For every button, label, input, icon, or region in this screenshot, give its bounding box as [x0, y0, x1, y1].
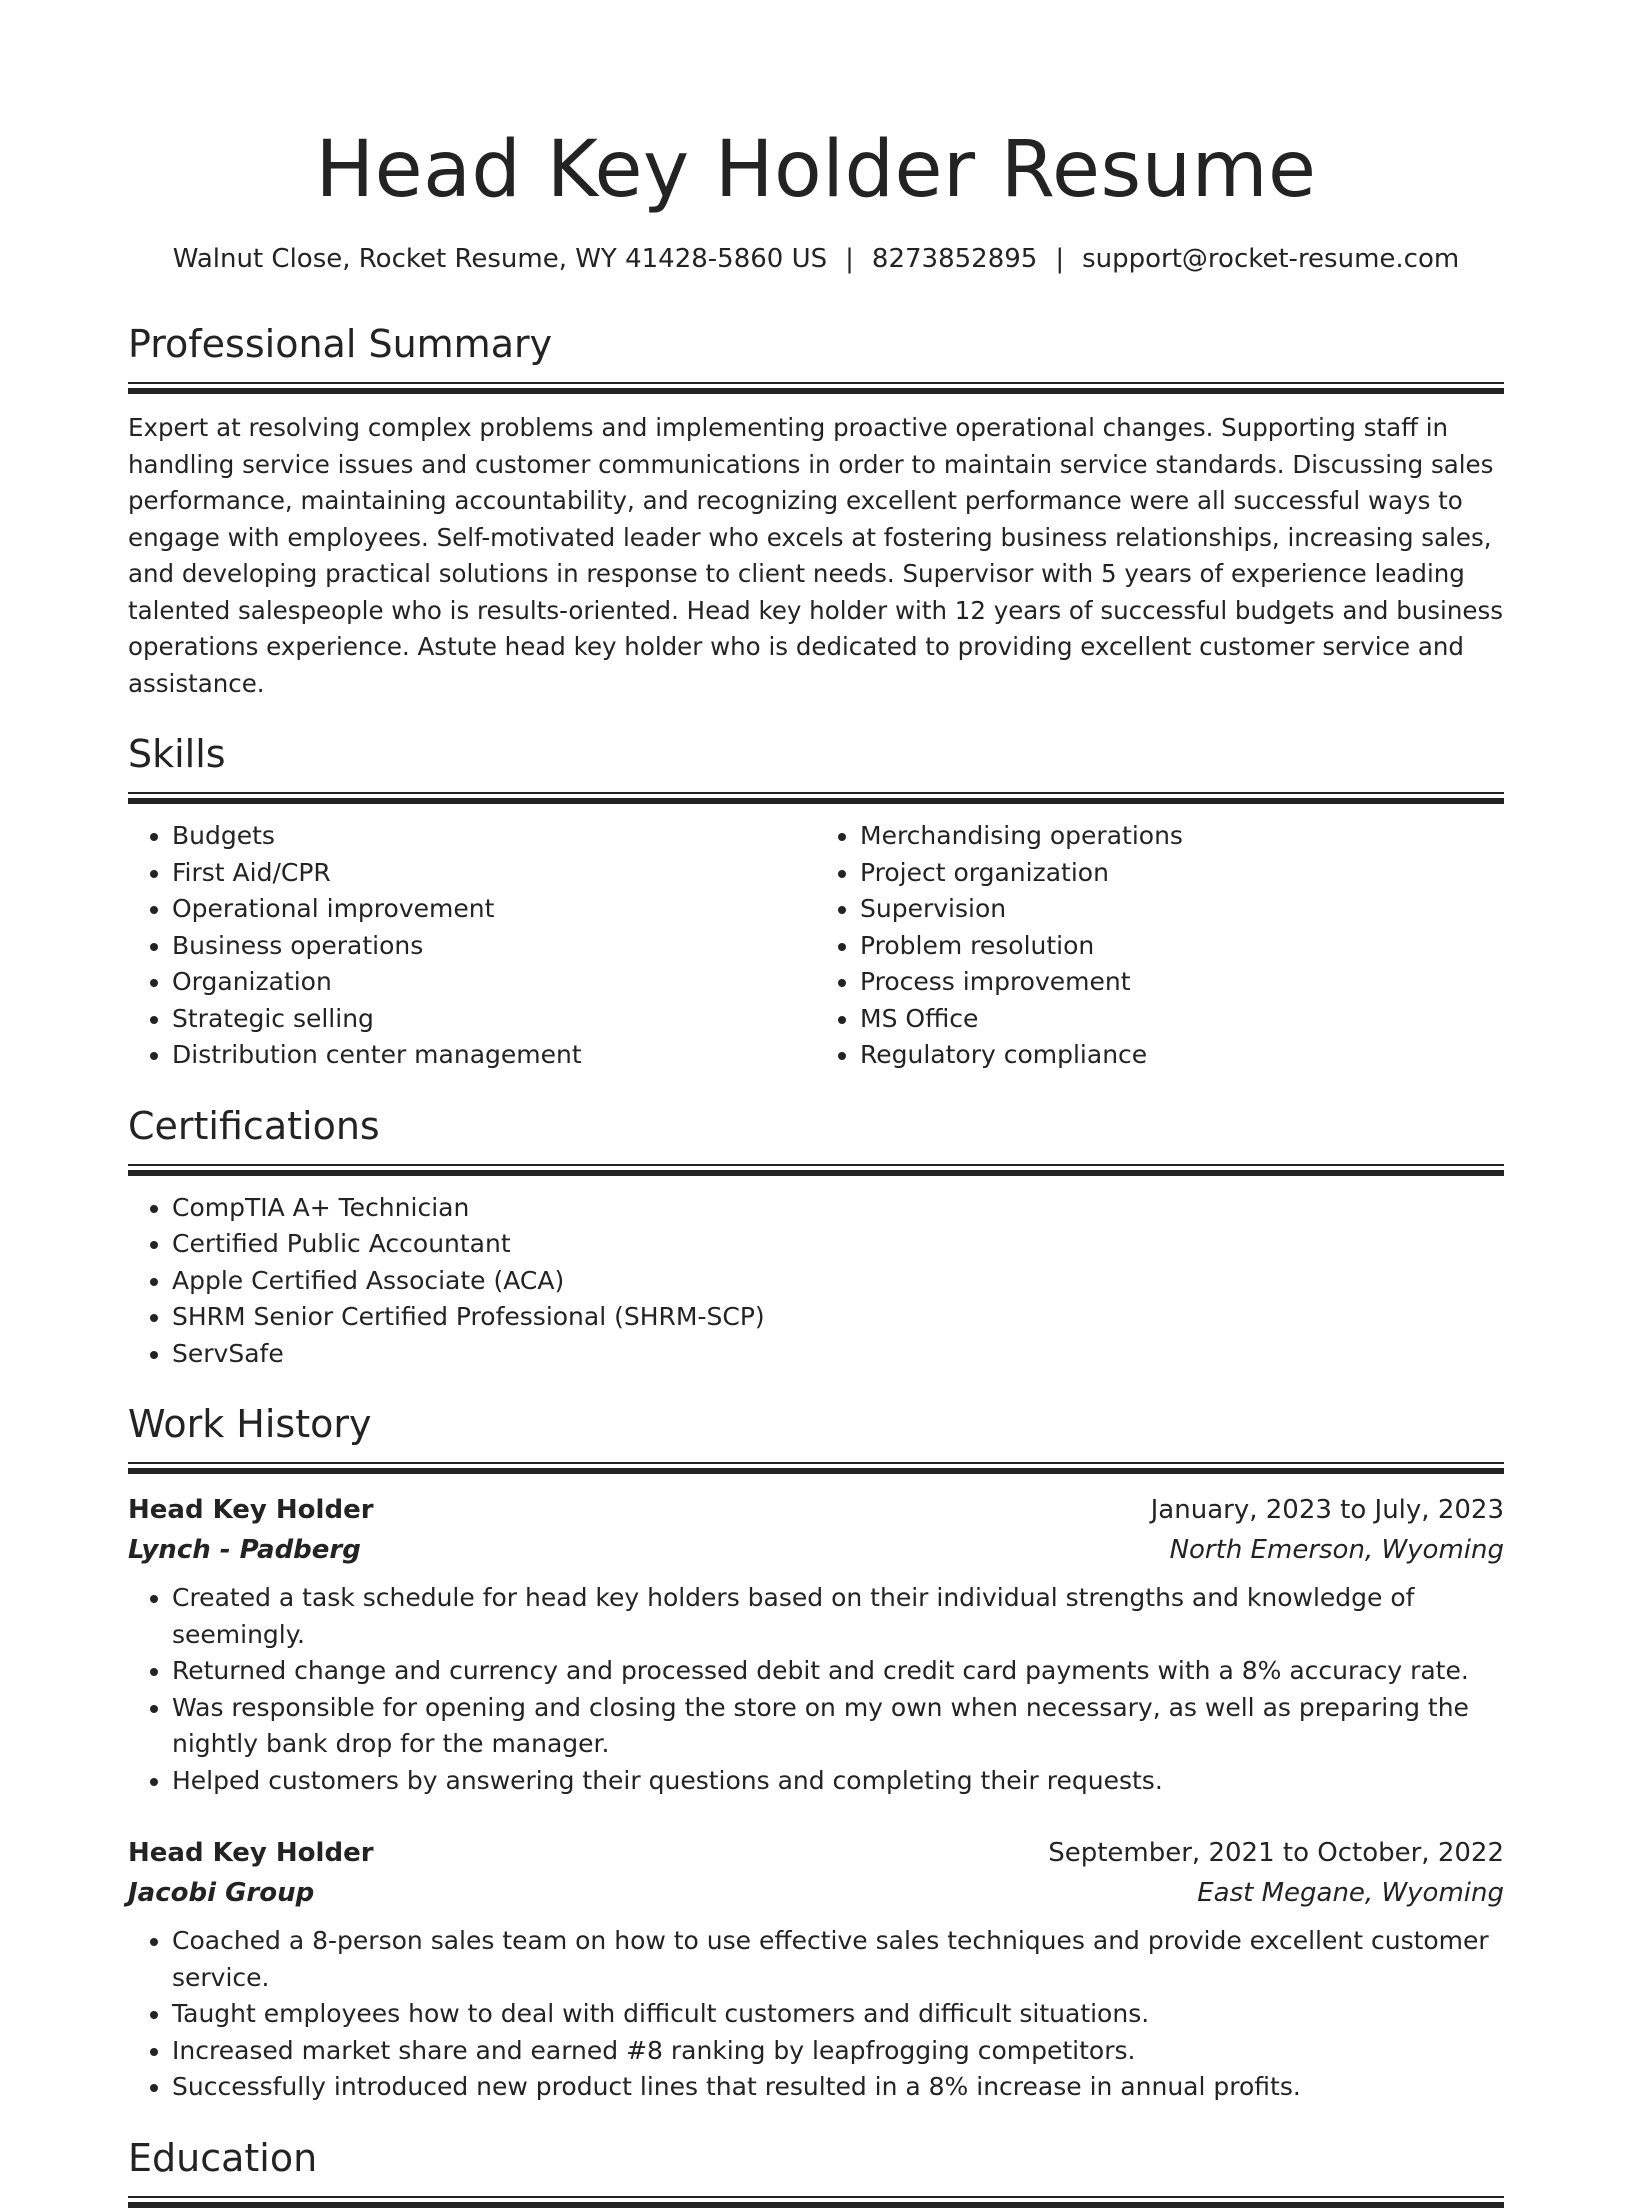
- job-header-row: [128, 1490, 1504, 1530]
- job-bullet: • Returned change and currency and processed debit and credit card payments with a 8% accuracy rate.: [172, 1653, 1504, 1690]
- job-bullet: • Created a task schedule for head key holders based on their individual strengths and knowledge of seemingly.: [172, 1580, 1504, 1653]
- work-history-section: [128, 1400, 1504, 2106]
- certification-item: • ServSafe: [172, 1336, 1504, 1373]
- section-heading: Work History: [128, 1402, 372, 1446]
- job-entry: [128, 1833, 1504, 2106]
- certification-item: • CompTIA A+ Technician: [172, 1190, 1504, 1227]
- skill-item: • First Aid/CPR: [172, 855, 816, 892]
- skill-item: • Project organization: [860, 855, 1504, 892]
- section-divider: [128, 382, 1504, 394]
- job-company: Jacobi Group: [128, 1878, 315, 1908]
- skill-item: • Process improvement: [860, 964, 1504, 1001]
- contact-line: [128, 242, 1504, 276]
- certification-item: • Apple Certified Associate (ACA): [172, 1263, 1504, 1300]
- skill-item: • Supervision: [860, 891, 1504, 928]
- job-bullet: • Was responsible for opening and closing the store on my own when necessary, as well as preparing the nightly bank drop for the manager.: [172, 1690, 1504, 1763]
- section-divider: [128, 792, 1504, 804]
- skill-item: • Budgets: [172, 818, 816, 855]
- skill-item: • Strategic selling: [172, 1001, 816, 1038]
- job-dates: January, 2023 to July, 2023: [1150, 1495, 1504, 1525]
- skills-list-right: [816, 818, 1504, 1074]
- skill-item: • MS Office: [860, 1001, 1504, 1038]
- job-bullet: • Taught employees how to deal with difficult customers and difficult situations.: [172, 1996, 1504, 2033]
- job-bullet: • Increased market share and earned #8 ranking by leapfrogging competitors.: [172, 2033, 1504, 2070]
- job-bullet: • Successfully introduced new product lines that resulted in a 8% increase in annual profits.: [172, 2069, 1504, 2106]
- certification-item: • Certified Public Accountant: [172, 1226, 1504, 1263]
- job-bullets: [128, 1923, 1504, 2106]
- job-location: North Emerson, Wyoming: [1169, 1535, 1504, 1565]
- skill-item: • Business operations: [172, 928, 816, 965]
- job-dates: September, 2021 to October, 2022: [1048, 1838, 1504, 1868]
- education-section: [128, 2134, 1504, 2208]
- section-heading: Education: [128, 2135, 318, 2180]
- job-bullets: [128, 1580, 1504, 1799]
- job-bullet: • Helped customers by answering their questions and completing their requests.: [172, 1763, 1504, 1800]
- section-divider: [128, 1462, 1504, 1474]
- skills-grid: [128, 804, 1504, 1074]
- certifications-section: [128, 1102, 1504, 1373]
- contact-email: support@rocket-resume.com: [1082, 244, 1460, 274]
- section-heading: Professional Summary: [128, 322, 553, 366]
- job-company: Lynch - Padberg: [128, 1535, 361, 1565]
- skill-item: • Merchandising operations: [860, 818, 1504, 855]
- skill-item: • Organization: [172, 964, 816, 1001]
- job-company-row: [128, 1530, 1504, 1570]
- summary-text: Expert at resolving complex problems and implementing proactive operational changes. Supporting staff in handling service issues and customer communications in order to maintain service standards. Discussing sales performance, maintaining accountability, and recognizing excellent performance were all successful ways to engage with employees. Self-motivated leader who excels at fostering business relationships, increasing sales, and developing practical solutions in response to client needs. Supervisor with 5 years of experience leading talented salespeople who is results-oriented. Head key holder with 12 years of successful budgets and business operations experience. Astute head key holder who is dedicated to providing excellent customer service and assistance.: [128, 413, 1503, 698]
- section-heading: Certifications: [128, 1103, 380, 1148]
- summary-section: [128, 320, 1504, 702]
- skills-section: [128, 730, 1504, 1074]
- skill-item: • Regulatory compliance: [860, 1037, 1504, 1074]
- job-entry: [128, 1490, 1504, 1799]
- skill-item: • Problem resolution: [860, 928, 1504, 965]
- resume-title: Head Key Holder Resume: [315, 125, 1317, 215]
- skills-list-left: [128, 818, 816, 1074]
- contact-separator: |: [845, 244, 854, 274]
- job-title: Head Key Holder: [128, 1838, 374, 1868]
- skill-item: • Operational improvement: [172, 891, 816, 928]
- job-company-row: [128, 1873, 1504, 1913]
- job-location: East Megane, Wyoming: [1197, 1878, 1504, 1908]
- skill-item: • Distribution center management: [172, 1037, 816, 1074]
- job-header-row: [128, 1833, 1504, 1873]
- certifications-list: [128, 1190, 1504, 1373]
- contact-phone: 8273852895: [871, 244, 1038, 274]
- section-divider: [128, 2196, 1504, 2208]
- job-title: Head Key Holder: [128, 1495, 374, 1525]
- job-bullet: • Coached a 8-person sales team on how to use effective sales techniques and provide excellent customer service.: [172, 1923, 1504, 1996]
- contact-address: Walnut Close, Rocket Resume, WY 41428-5860 US: [172, 244, 828, 274]
- contact-separator: |: [1055, 244, 1065, 274]
- section-heading: Skills: [128, 732, 226, 776]
- certification-item: • SHRM Senior Certified Professional (SHRM-SCP): [172, 1299, 1504, 1336]
- section-divider: [128, 1164, 1504, 1176]
